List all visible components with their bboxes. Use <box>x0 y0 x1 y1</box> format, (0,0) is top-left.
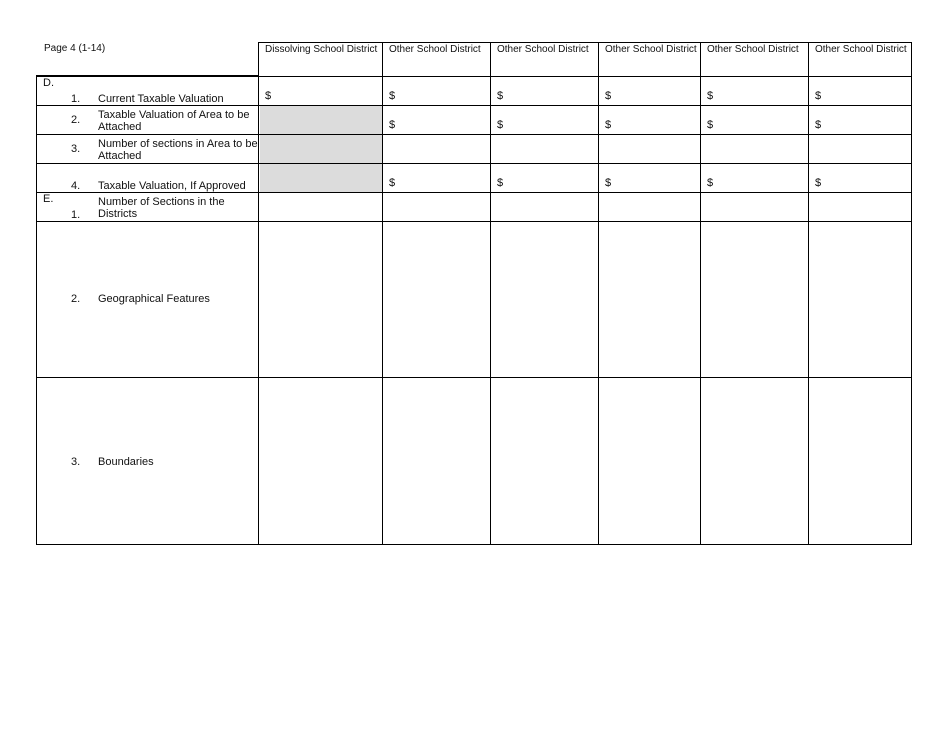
row-label-taxable-valuation-area: Taxable Valuation of Area to be Attached <box>98 109 250 133</box>
row-label-number-of-sections-districts: Number of Sections in the Districts <box>98 196 225 220</box>
dollar-cell[interactable]: $ <box>707 119 714 131</box>
rule-left <box>36 75 37 545</box>
rule-row-d2 <box>36 134 912 135</box>
page-label: Page 4 (1-14) <box>44 43 106 54</box>
rule-col-4 <box>598 42 599 545</box>
row-number: 2. <box>71 293 81 305</box>
dollar-cell[interactable]: $ <box>497 90 504 102</box>
row-number: 1. <box>71 93 81 105</box>
column-header-dissolving: Dissolving School District <box>265 44 378 55</box>
rule-top <box>258 42 912 43</box>
dollar-cell[interactable]: $ <box>815 177 822 189</box>
row-label-number-of-sections-area: Number of sections in Area to be Attached <box>98 138 258 162</box>
dollar-cell[interactable]: $ <box>389 119 396 131</box>
section-letter-d: D. <box>43 77 54 89</box>
row-label-current-taxable-valuation: Current Taxable Valuation <box>98 93 224 105</box>
column-header-other-1: Other School District <box>389 44 481 55</box>
row-label-taxable-valuation-if-approved: Taxable Valuation, If Approved <box>98 180 246 192</box>
rule-row-e1 <box>36 221 912 222</box>
row-number: 3. <box>71 456 81 468</box>
dollar-cell[interactable]: $ <box>389 90 396 102</box>
row-number: 4. <box>71 180 81 192</box>
section-letter-e: E. <box>43 193 54 205</box>
rule-header-bottom <box>36 76 912 77</box>
rule-col-1 <box>258 42 259 545</box>
dollar-cell[interactable]: $ <box>815 119 822 131</box>
dollar-cell[interactable]: $ <box>605 177 612 189</box>
dollar-cell[interactable]: $ <box>497 119 504 131</box>
shaded-cell-d3 <box>260 135 382 163</box>
dollar-cell[interactable]: $ <box>265 90 272 102</box>
row-number: 2. <box>71 114 81 126</box>
dollar-cell[interactable]: $ <box>815 90 822 102</box>
column-header-other-3: Other School District <box>605 44 697 55</box>
row-number: 3. <box>71 143 81 155</box>
shaded-cell-d4 <box>260 164 382 192</box>
row-number: 1. <box>71 209 81 221</box>
district-form-table <box>36 42 912 545</box>
rule-col-2 <box>382 42 383 545</box>
shaded-cell-d2 <box>260 106 382 134</box>
dollar-cell[interactable]: $ <box>605 119 612 131</box>
row-label-boundaries: Boundaries <box>98 456 154 468</box>
rule-bottom <box>36 544 912 545</box>
rule-col-6 <box>808 42 809 545</box>
rule-row-d1 <box>36 105 912 106</box>
dollar-cell[interactable]: $ <box>707 90 714 102</box>
rule-row-d4 <box>36 192 912 193</box>
column-header-other-5: Other School District <box>815 44 907 55</box>
rule-col-3 <box>490 42 491 545</box>
column-header-other-4: Other School District <box>707 44 799 55</box>
dollar-cell[interactable]: $ <box>497 177 504 189</box>
dollar-cell[interactable]: $ <box>389 177 396 189</box>
row-label-geographical-features: Geographical Features <box>98 293 210 305</box>
dollar-cell[interactable]: $ <box>707 177 714 189</box>
rule-right <box>911 42 912 545</box>
dollar-cell[interactable]: $ <box>605 90 612 102</box>
rule-row-d3 <box>36 163 912 164</box>
column-header-other-2: Other School District <box>497 44 589 55</box>
rule-row-e2 <box>36 377 912 378</box>
rule-col-5 <box>700 42 701 545</box>
